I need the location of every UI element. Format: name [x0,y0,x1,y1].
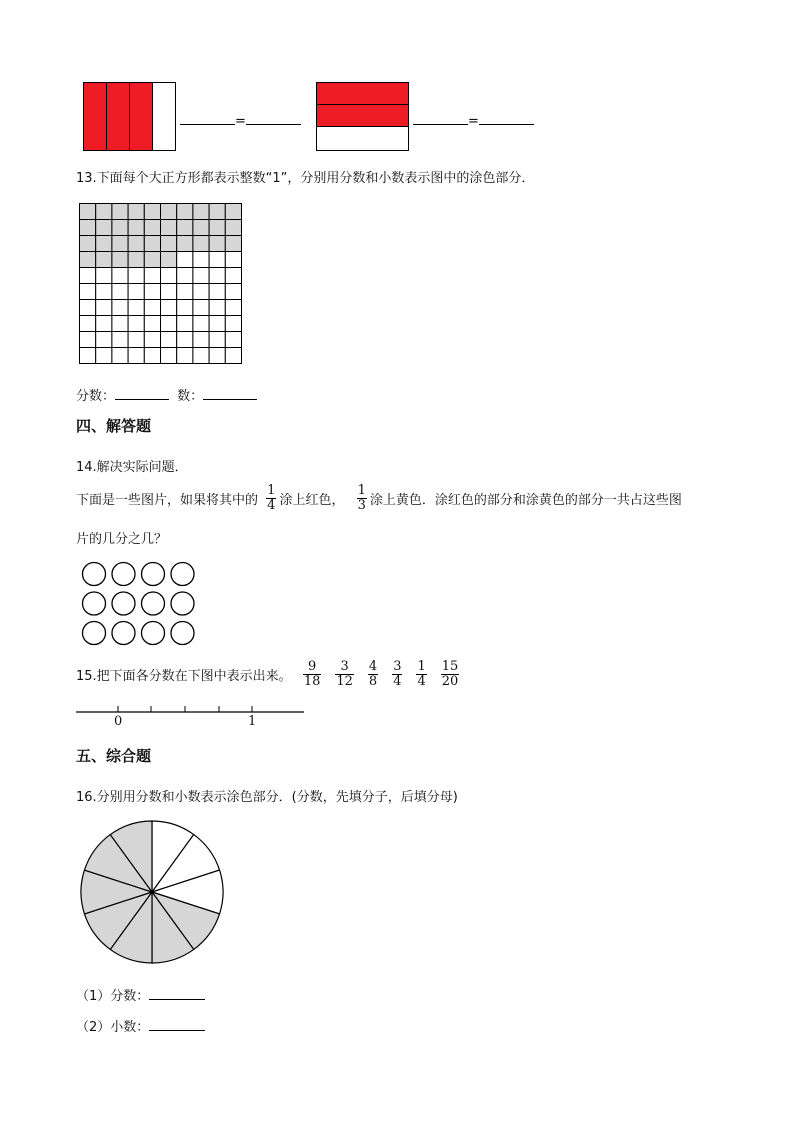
q16-decimal-blank[interactable] [149,1018,205,1031]
picture-circle [142,622,165,645]
grid-cell [144,348,160,364]
answer-blank[interactable] [180,112,235,125]
grid-cell-shaded [144,236,160,252]
grid-cell [209,348,225,364]
grid-cell-shaded [225,220,241,236]
hundred-grid [79,203,243,365]
grid-cell-shaded [193,236,209,252]
grid-cell [177,252,193,268]
q16-item2 [76,1016,205,1035]
grid-cell [161,348,177,364]
number-line [76,700,306,730]
grid-cell [225,316,241,332]
grid-cell-shaded [80,236,96,252]
q16-fraction-blank[interactable] [149,987,205,1000]
grid-cell [80,316,96,332]
q15-fraction: $\frac{3}{4}$ [393,659,402,689]
grid-cell [193,252,209,268]
grid-cell [193,268,209,284]
grid-cell [193,316,209,332]
grid-cell-shaded [144,252,160,268]
grid-cell-shaded [193,204,209,220]
grid-cell-shaded [144,204,160,220]
grid-cell-shaded [193,220,209,236]
grid-cell [128,348,144,364]
grid-cell [225,300,241,316]
grid-cell [193,348,209,364]
grid-cell-shaded [161,204,177,220]
grid-cell [80,284,96,300]
grid-cell-shaded [177,236,193,252]
grid-cell-shaded [225,236,241,252]
grid-cell [80,348,96,364]
decimal-blank[interactable] [203,387,257,400]
grid-cell [225,348,241,364]
grid-cell-shaded [80,204,96,220]
grid-cell-shaded [96,220,112,236]
grid-cell-shaded [112,252,128,268]
fraction-blank[interactable] [115,387,169,400]
picture-circle [83,622,106,645]
grid-cell [80,268,96,284]
grid-cell [128,284,144,300]
grid-cell-shaded [161,252,177,268]
grid-cell [177,332,193,348]
q12-answer-1 [180,112,301,129]
grid-cell-shaded [80,220,96,236]
grid-cell [144,300,160,316]
grid-cell-shaded [177,220,193,236]
grid-cell [96,348,112,364]
grid-cell [177,284,193,300]
q15-fraction: $\frac{9}{18}$ [303,659,321,689]
grid-cell [112,332,128,348]
q12-answer-2 [413,112,534,129]
grid-cell [209,268,225,284]
grid-cell [177,348,193,364]
grid-cell-shaded [80,252,96,268]
grid-cell-shaded [112,236,128,252]
q16-text: 16.分别用分数和小数表示涂色部分．(分数，先填分子，后填分母) [76,790,458,805]
grid-cell [209,284,225,300]
picture-circle [83,592,106,615]
grid-cell-shaded [128,236,144,252]
equals-sign: = [235,114,246,129]
grid-cell-shaded [209,220,225,236]
grid-cell [128,300,144,316]
number-line-zero-label: 0 [114,714,123,729]
grid-cell [144,284,160,300]
q14-text-pre: 下面是一些图片，如果将其中的 [76,493,259,508]
answer-blank[interactable] [246,112,301,125]
grid-cell [193,284,209,300]
picture-circle [112,563,135,586]
grid-cell [161,268,177,284]
circle-pictures [80,560,200,650]
q15-fraction: $\frac{1}{4}$ [417,659,426,689]
section4-title: 四、解答题 [76,417,152,435]
grid-cell [128,268,144,284]
grid-cell [161,284,177,300]
grid-cell [209,316,225,332]
grid-cell-shaded [225,204,241,220]
grid-cell-shaded [96,204,112,220]
picture-circle [112,592,135,615]
q14-text-mid: 涂上红色， [279,493,345,508]
grid-cell [144,332,160,348]
grid-cell-shaded [209,236,225,252]
picture-circle [142,592,165,615]
grid-cell [96,316,112,332]
grid-cell [161,316,177,332]
q13-answers [76,385,257,404]
picture-circle [171,563,194,586]
grid-cell [96,332,112,348]
q15-text: 15.把下面各分数在下图中表示出来。 [76,669,292,684]
grid-cell [96,268,112,284]
grid-cell-shaded [161,236,177,252]
q15-fraction: $\frac{15}{20}$ [441,659,459,689]
grid-cell [128,332,144,348]
q13-text: 13.下面每个大正方形都表示整数“1”，分别用分数和小数表示图中的涂色部分． [76,171,535,186]
grid-cell-shaded [112,220,128,236]
fraction-one-quarter: $\frac{1}{4}$ [267,483,276,513]
grid-cell [209,300,225,316]
grid-cell-shaded [128,220,144,236]
grid-cell [144,316,160,332]
grid-cell [112,316,128,332]
bar-figure-1 [83,82,177,152]
q14-text-post: 涂上黄色．涂红色的部分和涂黄色的部分一共占这些图 [369,493,682,508]
grid-cell-shaded [161,220,177,236]
picture-circle [83,563,106,586]
grid-cell-shaded [177,204,193,220]
picture-circle [171,622,194,645]
grid-cell-shaded [209,204,225,220]
q14-title: 14.解决实际问题． [76,460,188,475]
q15-fraction: $\frac{3}{12}$ [336,659,353,689]
grid-cell [177,268,193,284]
pie-chart [79,819,225,965]
grid-cell [209,252,225,268]
grid-cell-shaded [96,236,112,252]
grid-cell [112,300,128,316]
fraction-one-third: $\frac{1}{3}$ [357,483,366,513]
picture-circle [112,622,135,645]
grid-cell-shaded [128,252,144,268]
grid-cell [209,332,225,348]
grid-cell [225,268,241,284]
answer-blank[interactable] [413,112,468,125]
number-line-one-label: 1 [248,714,257,729]
grid-cell [161,332,177,348]
grid-cell [96,300,112,316]
q16-fraction-label: （1）分数： [76,989,150,1004]
grid-cell [225,332,241,348]
grid-cell-shaded [112,204,128,220]
grid-cell [112,284,128,300]
picture-circle [142,563,165,586]
q15-fraction: $\frac{4}{8}$ [368,659,378,689]
grid-cell [112,348,128,364]
grid-cell [161,300,177,316]
section5-title: 五、综合题 [76,747,152,765]
q15-line [76,660,466,689]
grid-cell [177,316,193,332]
picture-circle [171,592,194,615]
fraction-label: 分数： [76,389,116,404]
grid-cell-shaded [96,252,112,268]
grid-cell [193,332,209,348]
grid-cell [80,300,96,316]
grid-cell [193,300,209,316]
decimal-label: 数： [177,389,204,404]
q16-decimal-label: （2）小数： [76,1020,150,1035]
grid-cell [80,332,96,348]
grid-cell [225,252,241,268]
answer-blank[interactable] [479,112,534,125]
bar-figure-2 [316,82,410,152]
grid-cell [225,284,241,300]
grid-cell-shaded [144,220,160,236]
q14-line1 [76,484,682,513]
q14-line2: 片的几分之几？ [76,532,168,547]
grid-cell [128,316,144,332]
q16-item1 [76,985,205,1004]
grid-cell [112,268,128,284]
grid-cell [177,300,193,316]
equals-sign: = [468,114,479,129]
grid-cell [144,268,160,284]
grid-cell-shaded [128,204,144,220]
grid-cell [96,284,112,300]
